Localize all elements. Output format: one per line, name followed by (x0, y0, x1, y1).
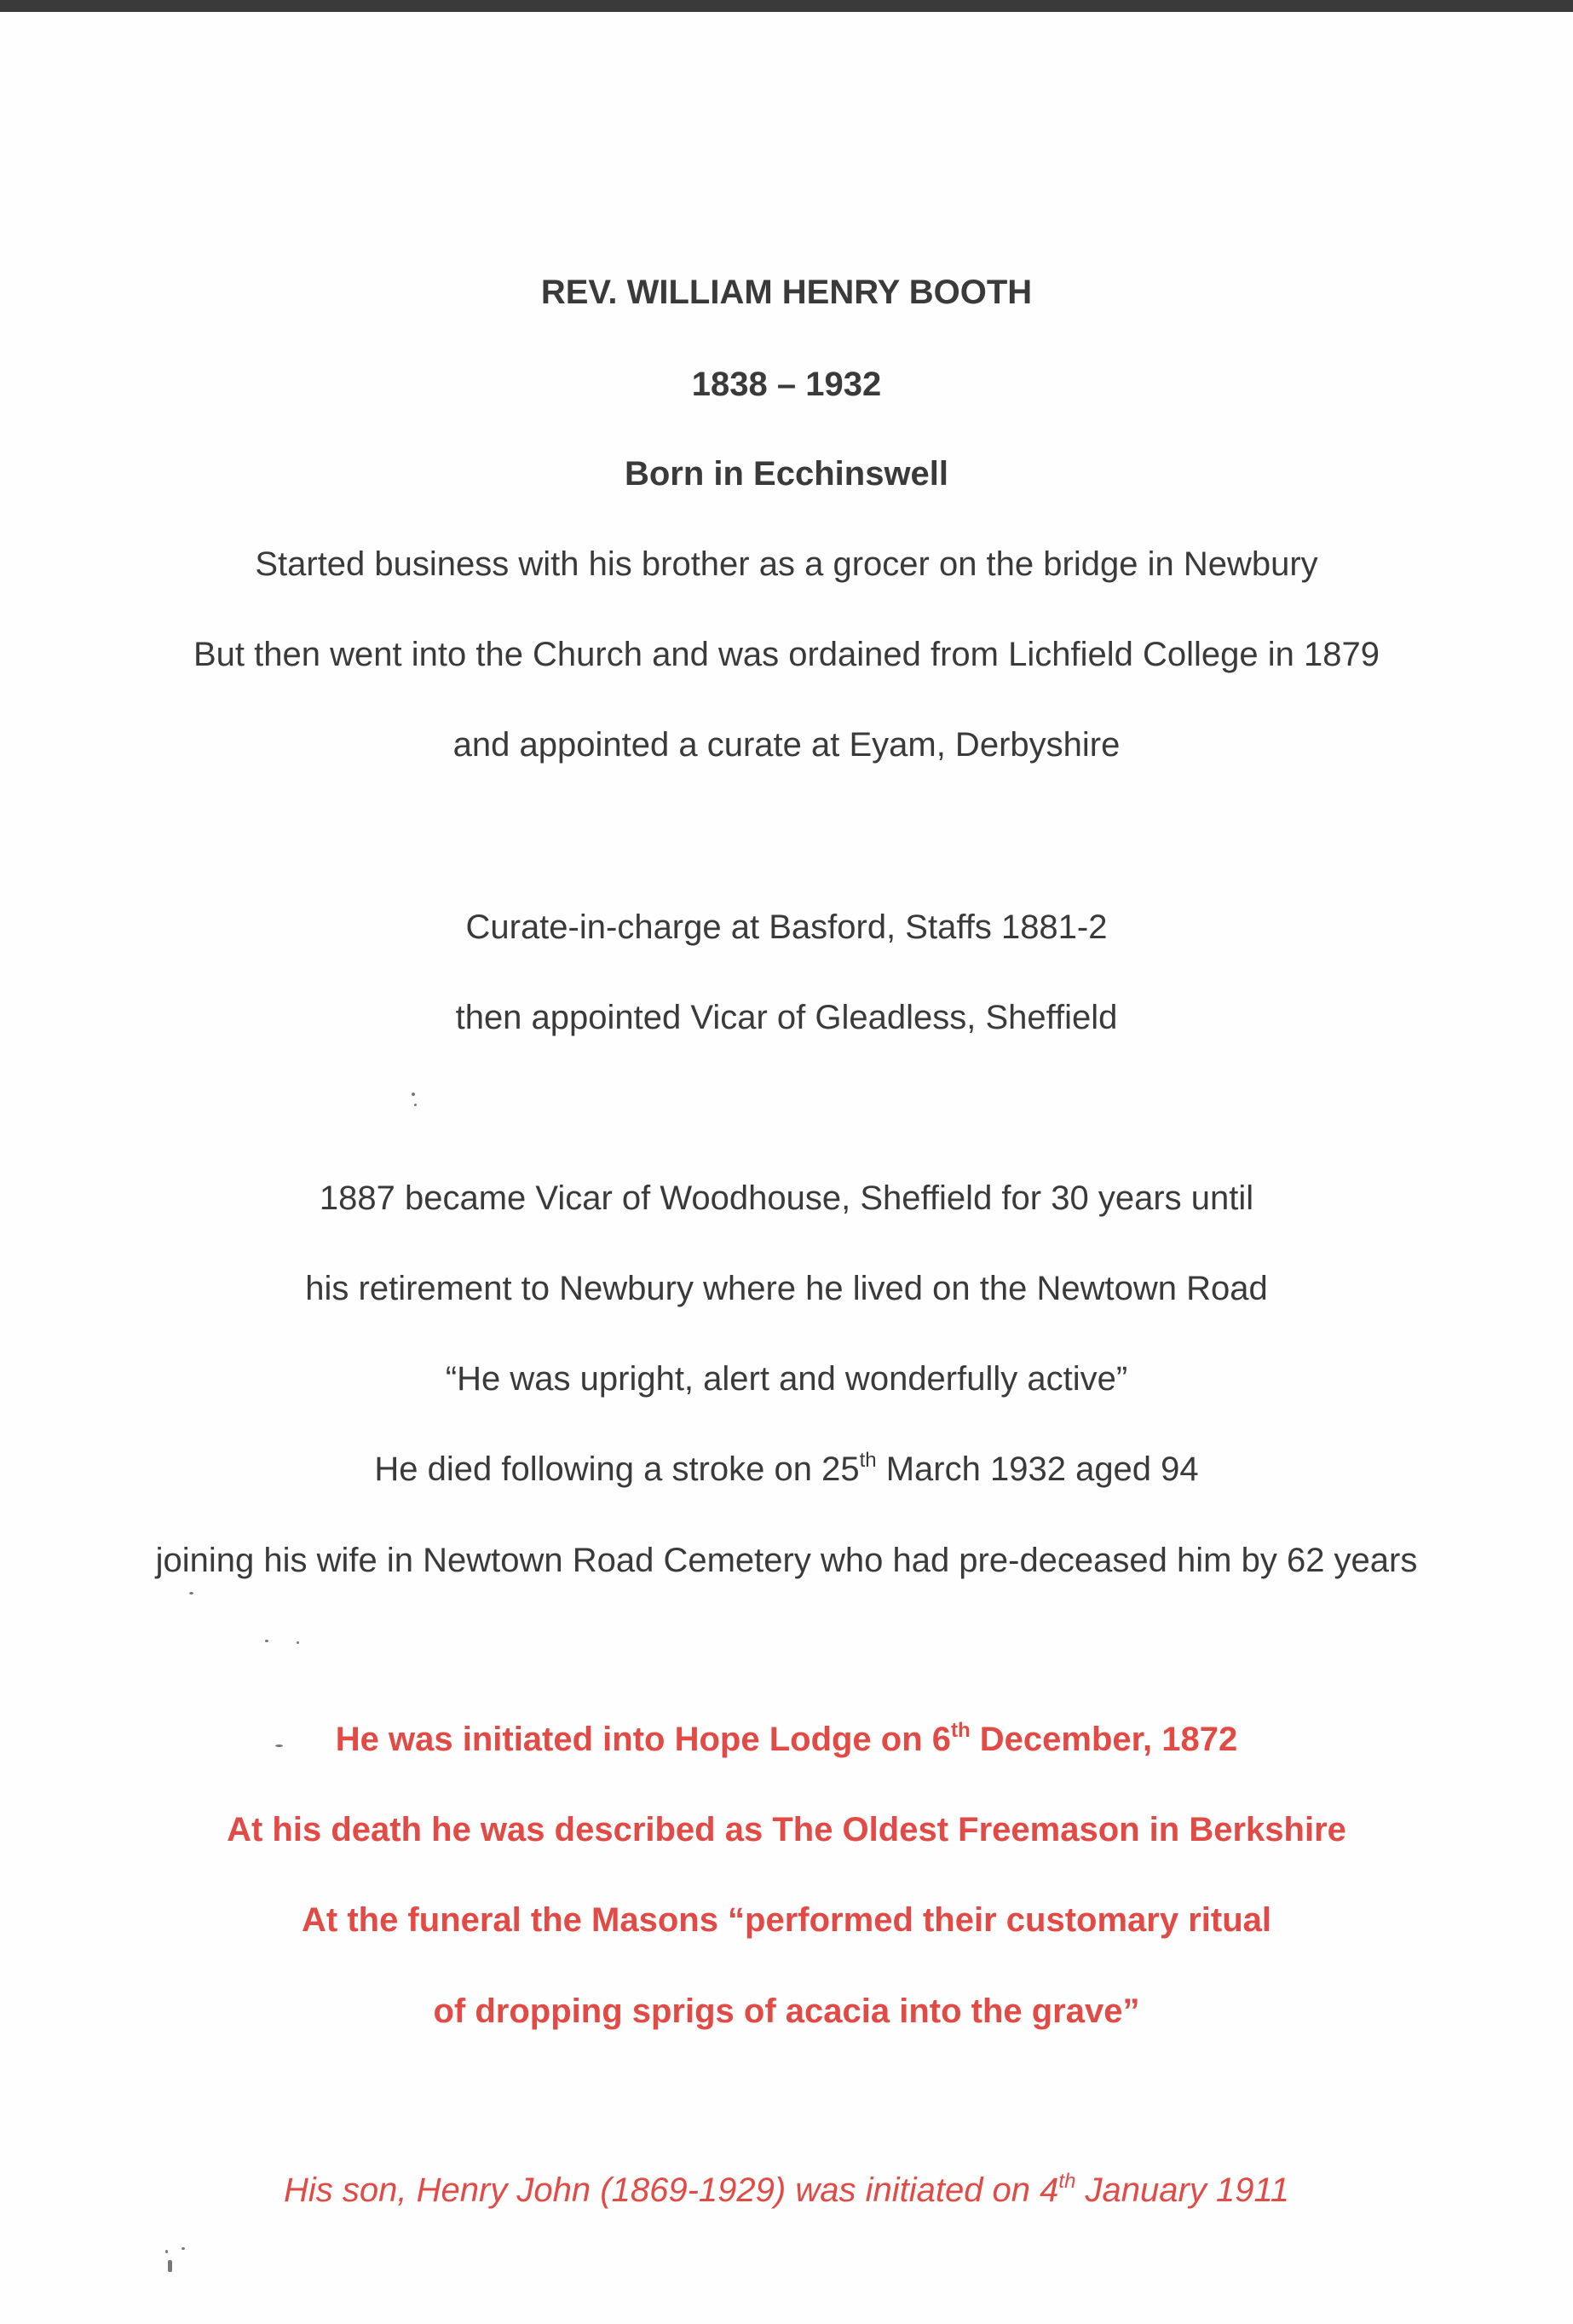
scan-speck (297, 1641, 299, 1644)
death-line: He died following a stroke on 25th March 1932 aged 94 (374, 1449, 1199, 1488)
early-life-line-1: Started business with his brother as a grocer on the bridge in Newbury (255, 545, 1318, 583)
funeral-line-1: At the funeral the Masons “performed their customary ritual (302, 1901, 1271, 1939)
burial-line: joining his wife in Newtown Road Cemetery who had pre-deceased him by 62 years (155, 1542, 1418, 1579)
scan-speck (414, 1104, 417, 1106)
scan-speck (412, 1093, 415, 1096)
scan-top-edge (0, 0, 1573, 12)
son-line: His son, Henry John (1869-1929) was initiated on 4th January 1911 (284, 2170, 1289, 2209)
early-life-line-3: and appointed a curate at Eyam, Derbyshire (452, 726, 1121, 764)
birthplace: Born in Ecchinswell (624, 455, 949, 493)
scan-speck (189, 1592, 193, 1595)
initiation-line: He was initiated into Hope Lodge on 6th December, 1872 (335, 1719, 1238, 1758)
later-life-line-1: 1887 became Vicar of Woodhouse, Sheffield for 30 years until (319, 1179, 1254, 1217)
scan-speck (275, 1744, 283, 1747)
scan-speck (182, 2247, 185, 2250)
curacy-line-1: Curate-in-charge at Basford, Staffs 1881-2 (465, 908, 1108, 946)
oldest-freemason-line: At his death he was described as The Oldest Freemason in Berkshire (227, 1811, 1346, 1848)
life-dates: 1838 – 1932 (691, 366, 882, 403)
scan-speck (165, 2250, 168, 2253)
quote-line: “He was upright, alert and wonderfully active” (445, 1360, 1128, 1398)
funeral-line-2: of dropping sprigs of acacia into the grave” (433, 1992, 1140, 2030)
title: REV. WILLIAM HENRY BOOTH (540, 274, 1033, 311)
scan-speck (168, 2260, 172, 2272)
later-life-line-2: his retirement to Newbury where he lived on the Newtown Road (305, 1270, 1268, 1307)
scan-speck (265, 1640, 268, 1642)
curacy-line-2: then appointed Vicar of Gleadless, Sheffield (455, 999, 1118, 1036)
early-life-line-2: But then went into the Church and was ordained from Lichfield College in 1879 (193, 636, 1380, 673)
